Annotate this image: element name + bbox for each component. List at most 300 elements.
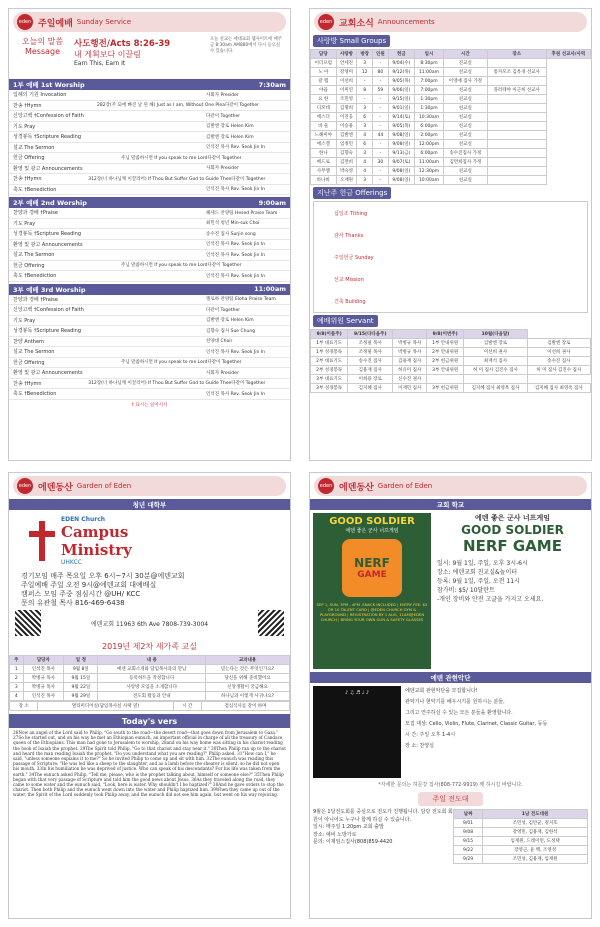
table-cell: 2부 성경봉독 [311,366,348,375]
table-row [311,357,591,366]
table-row [311,77,591,86]
table-row [10,683,290,692]
order-leader: 엘로하 찬양팀 Eloha Praise Team [206,297,276,303]
column-header: 인원 [373,50,389,59]
order-detail: 312장(너 하나님께 이끌리어) If Thou But Suffer God to Guide Thee [88,176,232,182]
order-leader: 다같이 Together [207,155,242,161]
column-header: 사랑방 [336,50,357,59]
order-row [9,316,290,327]
table-cell [487,131,546,140]
worship-3-time: 11:00am [254,285,286,293]
servant-title: 예배위원 Servant [313,315,378,327]
table-cell: 친교실 [443,68,487,77]
table-cell: 김발엔 장로 [464,339,527,348]
table-cell: 신수진 권사 [393,375,427,384]
order-item: 축도 †Benediction [13,186,57,193]
order-row [9,240,290,251]
table-cell: 임정민 [336,140,357,149]
campus-l4: UHKCC [61,559,82,566]
section-subtitle: Sunday Service [76,18,132,26]
table-cell: 3 [357,149,373,158]
church-logo: eden [318,478,334,494]
table-cell: 9/07(토) [388,158,414,167]
garden-school-panel [309,472,592,919]
table-cell: 조정필 목사 [348,339,393,348]
table-cell: 이영애 집사 가정 [443,77,487,86]
table-row [311,104,591,113]
table-cell: 인석진 목사 [23,692,64,701]
table-row [454,819,588,828]
newcomer-title: 2019년 제2차 새가족 교실 [102,642,197,651]
order-row [9,132,290,143]
order-row [9,111,290,122]
table-cell: 친교실 [443,131,487,140]
table-cell: 박병규 목사 [23,683,64,692]
order-leader: 김발엔 장로 Helen Kim [206,134,254,140]
table-cell [487,59,546,68]
offering-label: 십일조 Tithing [334,210,368,217]
table-cell: 야곱 [311,86,337,95]
table-cell: 사무엘 [311,167,337,176]
garden2-header [314,476,587,496]
table-cell: 4 [357,158,373,167]
table-cell: 친교실 [443,113,487,122]
column-header: 날짜 [454,810,483,819]
table-cell: 등록하트을 작성합니다 [98,674,206,683]
nerf-details [437,559,588,604]
table-cell: - [373,59,389,68]
worship-1-name: 1부 예배 1st Worship [13,81,85,89]
table-cell: 허유미 집사 [393,366,427,375]
order-leader: 인석진 목사 Rev. Seok Jin In [206,145,265,151]
table-cell: 9/08(일) [388,131,414,140]
garden-youth-panel [8,472,291,919]
table-cell: 3 [357,176,373,185]
nerf-block [310,510,591,672]
worship-1-time: 7:30am [258,80,286,89]
table-cell: 박숙영 [336,167,357,176]
youth-bar [9,499,290,510]
campus-block [9,510,290,572]
table-cell: 김용재 집사 [393,357,427,366]
order-row [9,389,290,400]
verse-ref: 사도행전/Acts 8:26-39 [74,39,171,49]
table-cell: 3부 대표기도 [311,375,348,384]
table-cell: 허 미 집사 김진수 집사 [527,366,590,375]
table-cell [487,113,546,122]
order-item: 환영 및 광고 Announcements [13,370,83,377]
table-row [454,837,588,846]
order-leader: 인석진 목사 Rev. Seok Jin In [206,242,265,248]
small-groups-title: 사랑방 Small Groups [313,35,390,47]
order-item: 신앙고백 †Confession of Faith [13,307,84,314]
order-row [9,174,290,185]
offering-label: 감사 Thanks [334,232,364,239]
table-cell: 2부 안내위원 [427,348,464,357]
column-header: 시간 [443,50,487,59]
table-cell: 1 [10,665,24,674]
evan-info [313,809,453,864]
order-item: 환영 및 광고 Announcements [13,165,83,172]
sermon-note: 오늘 설교는 예대교회 웹사이트에 매주 금 8:30am AM880에서 다시 들으실 수 있습니다. [210,37,282,54]
table-cell: 친교실 [443,104,487,113]
section-subtitle: Garden of Eden [377,482,433,490]
column-header: 담당 [311,50,337,59]
order-item: 찬송 †Hymn [13,380,42,387]
order-item: 찬양과 경배 †Praise [13,210,58,217]
table-cell [487,95,546,104]
order-leader: 다같이 Together [206,307,241,313]
sunday-header [13,12,286,32]
evan-line: 문의: 이제임스집사(808)859-4420 [313,839,393,845]
order-item: 환영 및 광고 Announcements [13,241,83,248]
message-label: 오늘의 말씀 Message [21,37,64,56]
small-groups-table [310,49,591,185]
table-cell: 이승용 [336,122,357,131]
table-header [454,810,588,819]
sermon-title-en: Earn This, Earn It [74,60,126,67]
section-subtitle: Announcements [377,18,435,26]
nerf-line: 일시: 9월 1일, 주일, 오후 3시-6시 [437,560,528,567]
column-header: 내 용 [98,656,206,665]
table-cell: 6:00pm [415,149,444,158]
table-cell: - [357,77,373,86]
table-cell: 3 [357,59,373,68]
campus-info [9,572,290,608]
table-cell: - [373,122,389,131]
table-cell: - [373,95,389,104]
order-detail: 주님 말씀하시면 If you speak to me Lord [121,360,208,366]
table-cell [487,77,546,86]
table-cell: 친교실 [443,176,487,185]
order-row [9,347,290,358]
table-cell: 9/01(일) [388,104,414,113]
table-cell [487,104,546,113]
evan-line: 장소: 예비 노방가로 [313,831,357,838]
table-cell: 11:00am [415,68,444,77]
table-cell: 친교실 [443,122,487,131]
table-row [311,86,591,95]
order-leader: 김발엔 장로 Helen Kim [206,124,254,130]
table-cell: 김지혜 집사 최영옥 집사 [464,384,527,393]
table-row [311,149,591,158]
table-cell: 44 [373,131,389,140]
order-item: 찬양과 경배 †Praise [13,296,58,303]
table-row [454,855,588,864]
worship-2 [9,197,290,282]
time-value: 점심식사를 같이 하며 [201,702,289,711]
table-cell: 8:30pm [415,59,444,68]
order-item: 기도 Pray [13,317,36,324]
evan-title: 주일 전도대 [418,792,482,806]
order-row [9,143,290,154]
table-cell: 12:30pm [415,167,444,176]
location-table [9,701,290,711]
loc-value: 멀티미디어실(담임목사실 사택 옆) [38,702,173,711]
section-title: 교회소식 [339,18,374,29]
order-item: 헌금 Offering [13,359,45,366]
order-item: 헌금 Offering [13,262,45,269]
table-header [311,330,591,339]
table-cell: 갈 렙 [311,77,337,86]
servant-table [310,329,591,393]
table-cell [487,149,546,158]
order-leader: 인석진 목사 Rev. Seok Jin In [206,252,265,258]
qr-icon [258,610,284,636]
table-cell: 김지혜 집사 최영옥 집사 [527,384,590,393]
worship-3-name: 3부 예배 3rd Worship [13,285,86,294]
table-row [311,122,591,131]
table-cell: 1부 성경봉독 [311,348,348,357]
table-cell: 당신을 위해 준비했어요 [206,674,290,683]
table-cell: 3 [357,122,373,131]
church-logo: eden [17,14,33,30]
offering-label: 주일헌금 Sunday [334,254,374,261]
table-cell: 박병규 목사 [23,674,64,683]
table-cell: - [373,104,389,113]
nerf-badge [342,539,402,597]
table-cell: 최재석 집사 [464,357,527,366]
table-cell [427,375,464,384]
table-cell: 송수진집사 가정 [443,149,487,158]
orch-line: 에덴교회 관현악단을 모집합니다! [405,688,478,694]
orch-line: 그리고 연주하실 수 있는 모든 분들을 환영합니다. [405,710,513,716]
table-cell: 베드로 [311,158,337,167]
qr-icon [15,610,41,636]
orch-line: 모집 대상: Cello, Violin, Flute, Clarinet, Classic Guitar, 등등 [405,721,548,727]
table-cell: 9/15(일) [388,95,414,104]
order-detail: 282장(주 되에 빠진 날 된 해) Just as I am, Without One Plea [97,103,225,109]
church-logo: eden [318,14,334,30]
order-leader: 김발엔 장로 Helen Kim [206,318,254,324]
order-leader: 다같이 Together [207,263,242,269]
orch-lines [401,686,588,778]
nerf-gs: GOOD SOLDIER [461,523,564,537]
table-cell: 통자모조 김옥경 선교사 [487,68,546,77]
table-cell: 신앙생활이 궁금해요 [206,683,290,692]
orch-block [310,683,591,781]
table-cell: 9월 22일 [64,683,98,692]
table-cell: 59 [373,86,389,95]
column-header: 후원 선교사/사역 [546,50,590,59]
order-item: 기도 Pray [13,123,36,130]
nerf-line: -개인 장비와 안전 고글을 가지고 오세요. [437,596,544,603]
column-header: 10월(다음달) [464,330,527,339]
table-cell: 9/05(목) [388,77,414,86]
order-leader: 다같이 Together [231,176,266,182]
table-cell: 9/06(일) [388,86,414,95]
school-title: 교회 학교 [436,501,465,509]
table-cell: 이재민 집사 [393,384,427,393]
orch-line: 장 소: 찬양실 [405,743,435,749]
table-row [311,158,591,167]
order-item: 성경봉독 †Scripture Reading [13,231,81,238]
table-cell: 에스겔 [311,140,337,149]
order-leader: 인석진 목사 Rev. Seok Jin In [206,187,265,193]
table-cell: 조민성, 김용재, 임재원 [483,855,588,864]
orch-line: 관악기나 현악기를 배우시기를 원하시는 분들, [405,699,505,705]
worship-2-bar [9,197,290,208]
table-cell: 9/08(일) [388,140,414,149]
table-row [311,95,591,104]
sunday-service-panel [8,8,291,461]
campus-l1: EDEN Church [61,516,106,523]
order-row [9,326,290,337]
nerf-title: 에덴 좋은 군사 너프게임 [475,514,550,522]
order-row [9,219,290,230]
order-item: 성경봉독 †Scripture Reading [13,328,81,335]
column-header: 방장 [357,50,373,59]
table-row [10,665,290,674]
order-item: 신앙고백 †Confession of Faith [13,113,84,120]
table-row [454,828,588,837]
time-label: 시 간 [173,702,201,711]
table-cell: 조민성, 김만균, 정지호 [483,819,588,828]
orchestra-icon: ♪ ♫ ♬ ♩ ♪ [313,686,401,778]
table-cell: 김면희집사 가정 [443,158,487,167]
table-cell: 바나바 [311,176,337,185]
column-header: 장소 [487,50,546,59]
table-cell: 3부 헌금위원 [427,384,464,393]
section-title: 에덴동산 [339,482,374,493]
table-cell [487,167,546,176]
table-cell: 9/04(수) [388,59,414,68]
table-cell [487,158,546,167]
column-header: 1남 전도대원 [483,810,588,819]
campus-info-line: 경기모임 매주 목요일 오후 6시~7시 30분@에덴교회 [21,572,185,580]
order-item: 헌금 Offering [13,155,45,162]
column-header: 교과내용 [206,656,290,665]
orch-title: 에덴 관현악단 [430,674,471,682]
table-cell: 3 [357,104,373,113]
table-cell: 9/01 [454,819,483,828]
order-row [9,185,290,196]
order-leader: 다같이 Together [231,381,266,387]
order-row [9,101,290,112]
table-cell: 이선희 권사 [527,348,590,357]
campus-info-line: 문의 유관철 목사 816-469-6438 [21,599,125,607]
game-word: GAME [357,570,387,580]
table-cell: 김면희 [336,158,357,167]
announcements-panel [309,8,592,461]
order-leader: 다같이 Together [206,113,241,119]
table-cell: 9/12(목) [388,68,414,77]
table-cell: 김명희 [336,104,357,113]
nerf-flyer [313,513,431,669]
table-cell: 이선희 권사 [464,348,527,357]
table-row [311,131,591,140]
table-cell: 송수진 집사 [527,357,590,366]
table-cell: 전도회 활동과 안내 [98,692,206,701]
table-cell: 80 [373,68,389,77]
table-cell: 에스더 [311,113,337,122]
table-cell: 2부 헌금위원 [427,357,464,366]
table-row [311,375,591,384]
column-header: 일시 [415,50,444,59]
table-row [311,366,591,375]
table-cell: 이미연 [336,86,357,95]
table-cell: 30 [373,158,389,167]
table-cell: 4 [357,167,373,176]
vers-bar [9,714,290,728]
garden1-header [13,476,286,496]
order-item: 기도 Pray [13,220,36,227]
evan-line: 일시: 매주일 1:20pm 교회 출발 [313,824,384,830]
table-cell: 9/08 [454,828,483,837]
order-row [9,305,290,316]
table-row [311,167,591,176]
table-cell: 9월 8일 [64,665,98,674]
table-cell: 김향숙 [336,149,357,158]
table-cell: 9/22 [454,846,483,855]
order-row [9,358,290,369]
worship-2-name: 2부 예배 2nd Worship [13,199,87,207]
table-cell [487,140,546,149]
vers-title: Today's vers [121,716,178,726]
flyer-details: SEP 1, SUN, 3PM - 4PM ,SNACK INCLUDED | ENTRY FEE: $5 OR 10 TALENT CARD | @EDEN CHURCH GYM & PLAYGROUND | REGISTRATION BY 1 AUG, 11AM@EDEN CHURCH | BRING YOUR OWN GUN & SAFETY GLASSES [316,602,428,622]
table-cell: 3부 성경봉독 [311,384,348,393]
table-cell: 9/14(토) [388,113,414,122]
flyer-sub: 에덴 좋은 군사 너프게임 [345,528,399,534]
table-row [454,846,588,855]
campus-info-line: 캠퍼스 모임 주중 점심시간 @UH/ KCC [21,590,141,598]
table-cell: 10:00am [415,176,444,185]
table-cell: 12:00pm [415,140,444,149]
table-row [311,176,591,185]
table-cell: 하나님과 이렇게 사귀나요? [206,692,290,701]
table-cell: - [373,176,389,185]
order-item: 찬송 †Hymn [13,102,42,109]
table-cell: 9/05(목) [388,122,414,131]
order-row [9,229,290,240]
table-cell: 사랑방 모임을 소개합니다 [98,683,206,692]
order-leader: 송수진 집사 Surjin song [206,231,256,237]
order-leader: 사회자 Presider [206,370,239,376]
order-row [9,261,290,272]
column-header: 담당자 [23,656,64,665]
table-cell: 조민영 [336,95,357,104]
table-cell: 6:00pm [415,122,444,131]
order-leader: 인석진 목사 Rev. Seok Jin In [206,349,265,355]
cross-icon [29,521,55,561]
table-cell: 김발엔 [336,131,357,140]
order-leader: 인석진 목사 Rev. Seok Jin In [206,391,265,397]
vers-text: 26Now an angel of the Lord said to Philip, "Go south to the road—the desert road—that goes down from Jerusalem to Gaza." 27So he started out, and on his way he met an Ethiopian eunuch, an important official in charge of all the treasury of Candace, queen of the Ethiopians. This man had gone to Jerusalem to worship, 28and on his way home was sitting in his chariot reading the book of Isaiah the prophet. 29The Spirit told Philip, "Go to that chariot and stay near it." 30Then Philip ran up to the chariot and heard the man reading Isaiah the prophet. "Do you understand what you are reading?" Philip asked. 31"How can I," he said, "unless someone explains it to me?" So he invited Philip to come up and sit with him. 32The eunuch was reading this passage of Scripture: "He was led like a sheep to the slaughter, and as a lamb before the shearer is silent, so he did not open his mouth. 33In his humiliation he was deprived of justice. Who can speak of his descendants? For his life was taken from the earth." 34The eunuch asked Philip, "Tell me, please, who is the prophet talking about, himself or someone else?" 35Then Philip began with that very passage of Scripture and told him the good news about Jesus. 36As they traveled along the road, they came to some water and the eunuch said, "Look, here is water. Why shouldn't I be baptized?" 38And he gave orders to stop the chariot. Then both Philip and the eunuch went down into the water and Philip baptized him. 39When they came up out of the water, the Spirit of the Lord suddenly took Philip away, and the eunuch did not see him again, but went on his way rejoicing. [13,730,286,798]
table-cell: 9월 15일 [64,674,98,683]
order-leader: 최민석 청년 Min-suk Choi [206,221,260,227]
offerings-title: 지난주 헌금 Offerings [313,187,391,199]
section-title: 주일예배 [38,18,73,29]
order-leader: 찬양대 Choir [206,339,233,345]
order-row [9,295,290,306]
order-row [9,250,290,261]
table-cell: 바 울 [311,122,337,131]
campus-l2: Campus [61,523,129,541]
table-cell: 1:30pm [415,95,444,104]
table-cell: 9/29 [454,855,483,864]
table-cell: 느헤미야 [311,131,337,140]
order-detail: 312장(너 하나님께 이끌리어) If Thou But Suffer God to Guide Thee [88,381,232,387]
section-subtitle: Garden of Eden [76,482,132,490]
table-cell: 1부 대표기도 [311,339,348,348]
order-leader: 사회자 Presider [206,166,239,172]
order-row [9,122,290,133]
table-cell: 이희용 장로 [348,375,393,384]
table-cell: 친교실 [443,140,487,149]
table-cell: 8 [357,86,373,95]
order-item: 설교 The Sermon [13,252,55,259]
table-cell: 4 [357,131,373,140]
